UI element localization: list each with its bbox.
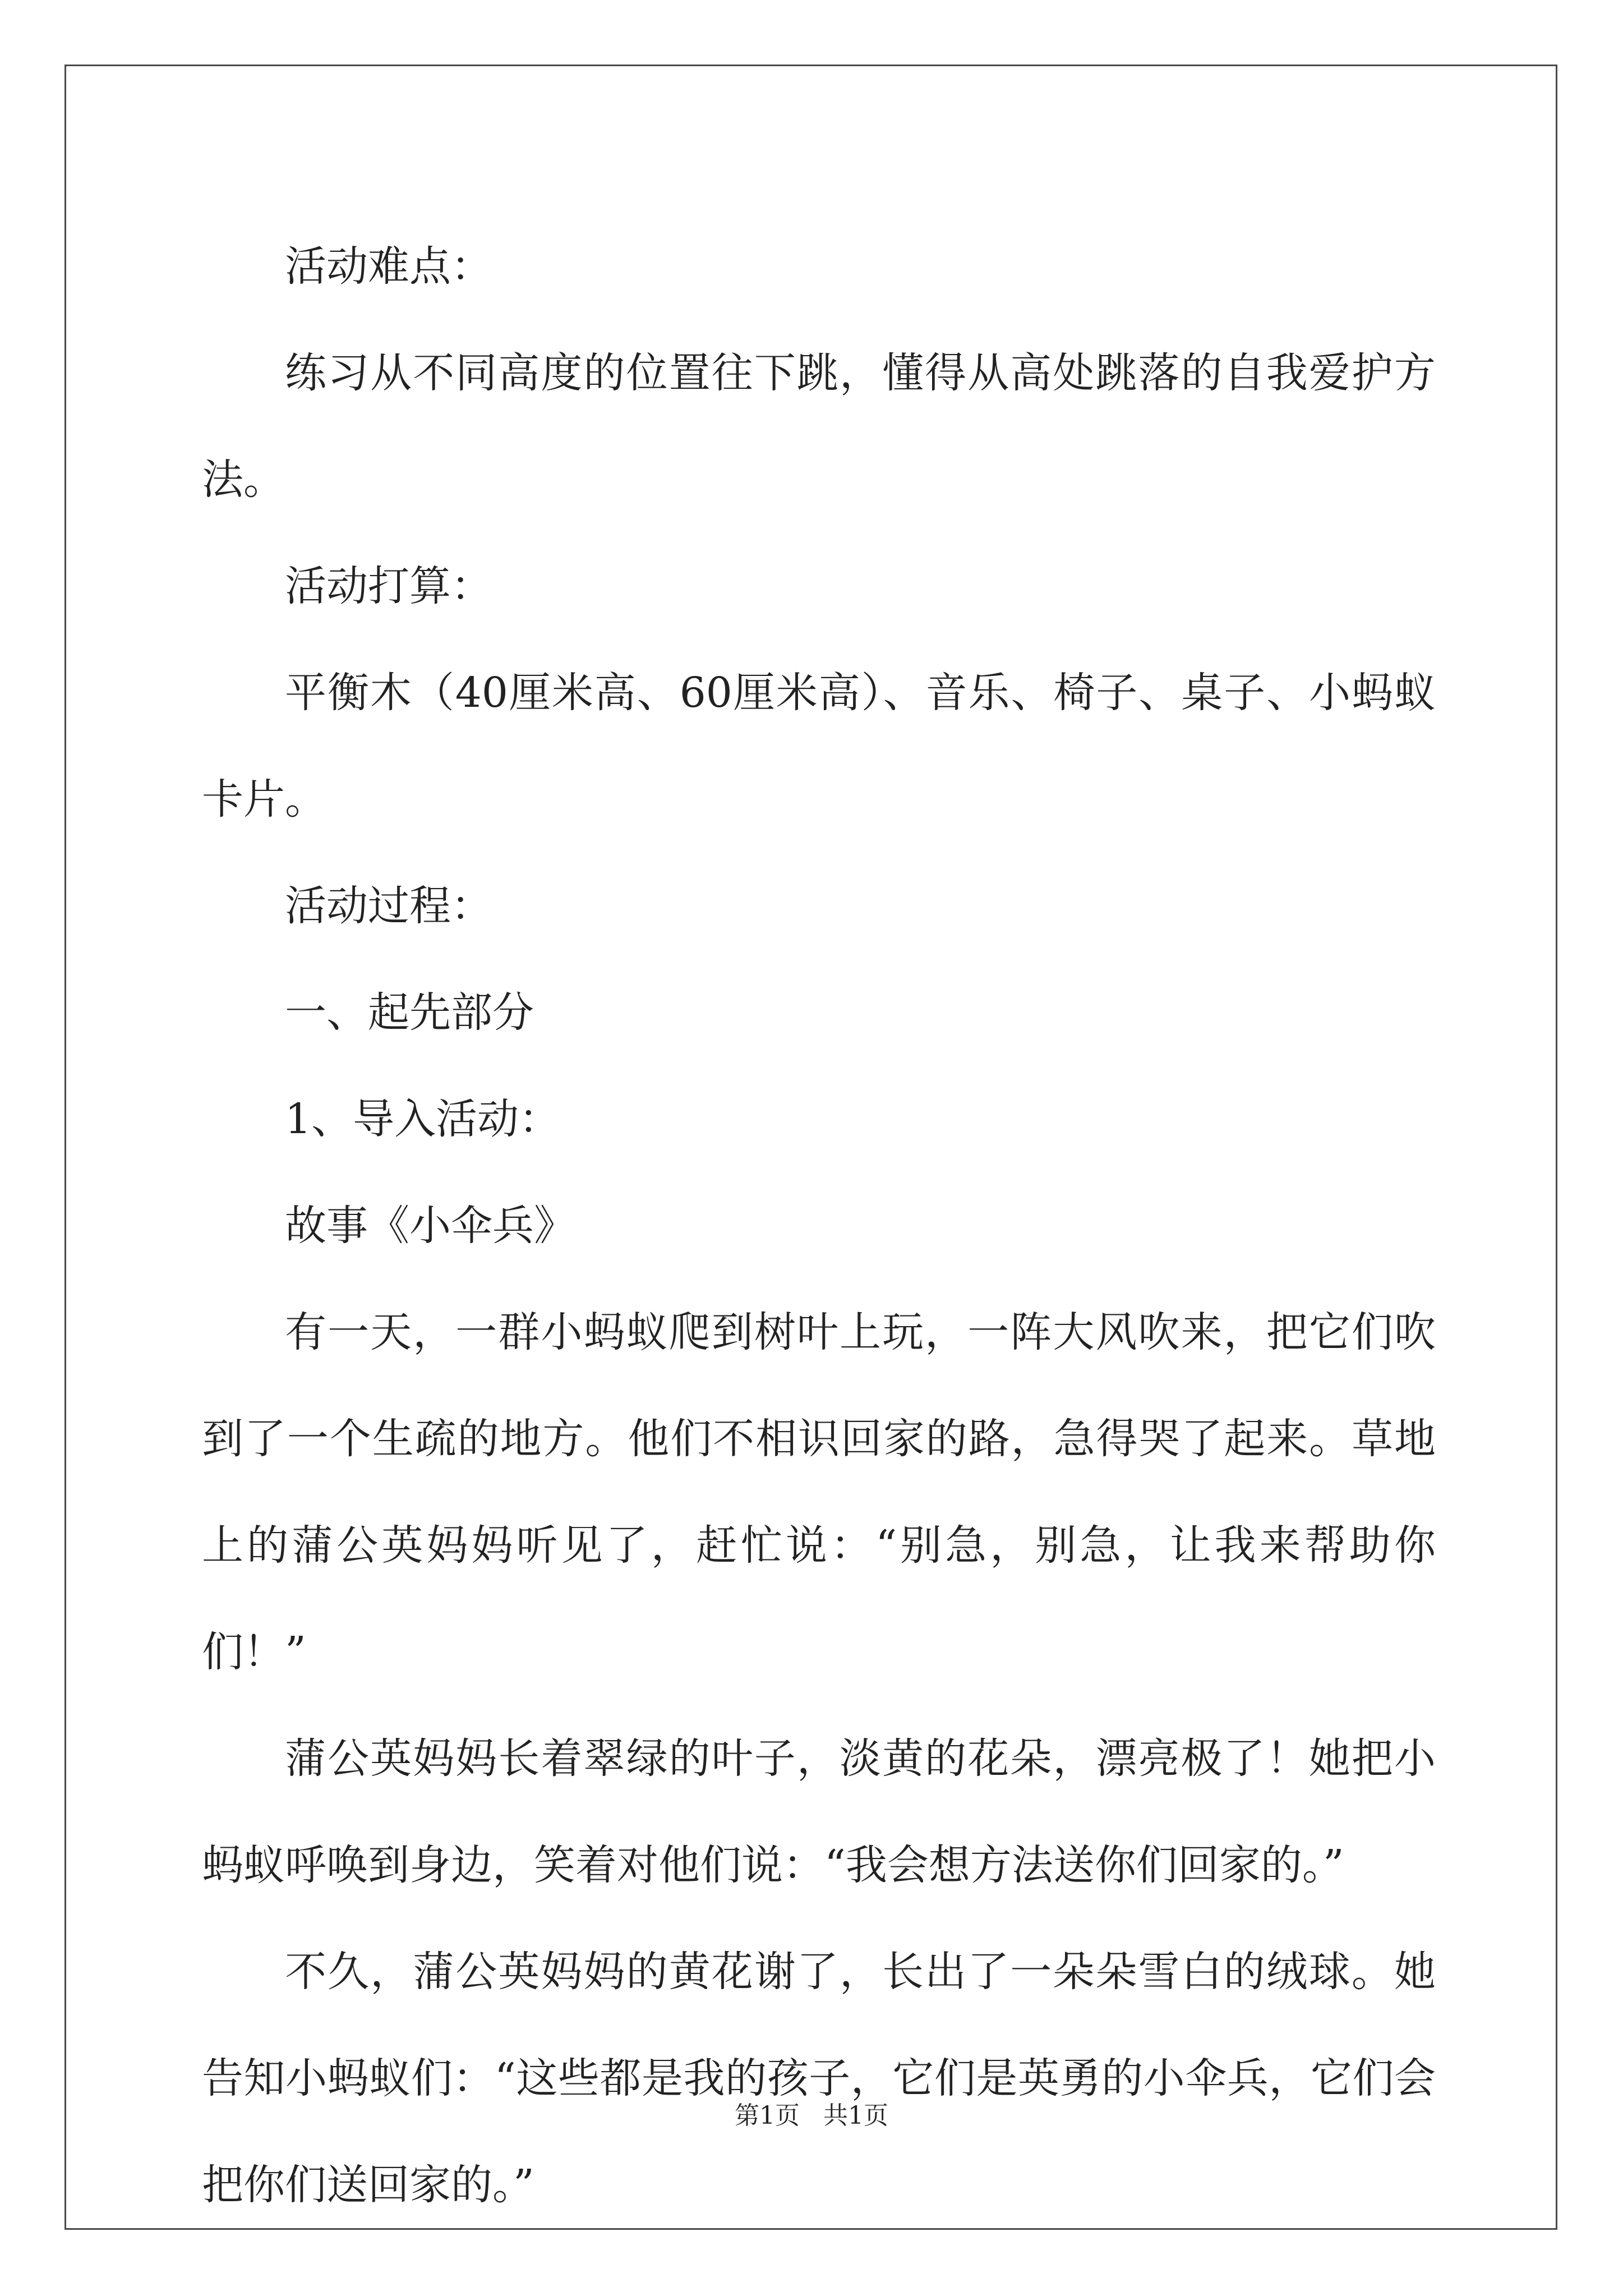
paragraph-difficulty-text: 练习从不同高度的位置往下跳，懂得从高处跳落的自我爱护方法。 (202, 349, 1436, 504)
paragraph-story-3: 不久，蒲公英妈妈的黄花谢了，长出了一朵朵雪白的绒球。她告知小蚂蚁们：“这些都是我的孩子，它们是英勇的小伞兵，它们会把你们送回家的。” (202, 1948, 1436, 2209)
paragraph-story-1: 有一天，一群小蚂蚁爬到树叶上玩，一阵大风吹来，把它们吹到了一个生疏的地方。他们不相识回家的路，急得哭了起来。草地上的蒲公英妈妈听见了，赶忙说：“别急，别急，让我来帮助你们！” (202, 1308, 1436, 1676)
paragraph-part-one: 一、起先部分 (285, 988, 534, 1037)
paragraph-story-title: 故事《小伞兵》 (285, 1202, 575, 1250)
paragraph-difficulty-heading: 活动难点： (285, 242, 492, 291)
paragraph-preparation-text: 平衡木（40厘米高、60厘米高）、音乐、椅子、桌子、小蚂蚁卡片。 (202, 669, 1436, 823)
document-body (202, 213, 1436, 2238)
paragraph-intro-activity: 1、导入活动： (285, 1095, 561, 1143)
page-footer: 第1页 共1页 (735, 2101, 888, 2130)
paragraph-preparation-heading: 活动打算： (285, 562, 492, 610)
paragraph-process-heading: 活动过程： (285, 882, 492, 930)
paragraph-story-2: 蒲公英妈妈长着翠绿的叶子，淡黄的花朵，漂亮极了！她把小蚂蚁呼唤到身边，笑着对他们说：“我会想方法送你们回家的。” (202, 1734, 1436, 1889)
